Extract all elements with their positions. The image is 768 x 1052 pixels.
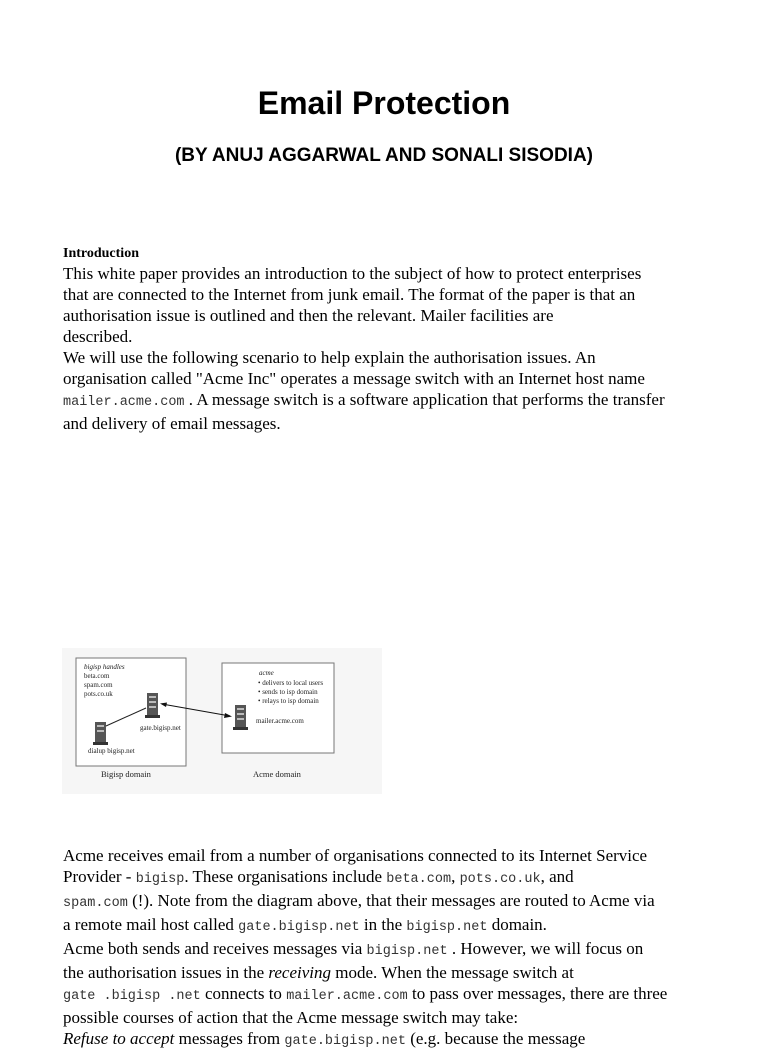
acme-item: • delivers to local users: [258, 679, 324, 687]
emphasis-text: Refuse to accept: [63, 1029, 175, 1048]
text-line: This white paper provides an introduction to the subject of how to protect enterprises: [63, 264, 642, 283]
domain-code: gate.bigisp.net: [238, 920, 360, 935]
text-segment: messages from: [174, 1029, 285, 1048]
text-line: authorisation issue is outlined and then the relevant. Mailer facilities are: [63, 306, 554, 325]
text-segment: , and: [540, 867, 574, 886]
text-line: [63, 938, 753, 962]
text-segment: . These organisations include: [184, 867, 387, 886]
text-line: Acme receives email from a number of organisations connected to its Internet Service: [63, 846, 648, 865]
text-line: possible courses of action that the Acme message switch may take:: [63, 1008, 519, 1027]
acme-item: • relays to isp domain: [258, 697, 319, 705]
text-segment: a remote mail host called: [63, 915, 239, 934]
text-line: [63, 389, 753, 413]
bigisp-heading: bigisp handles: [84, 663, 125, 671]
mailer-host-label: mailer.acme.com: [256, 717, 304, 725]
acme-heading: acme: [259, 669, 274, 677]
acme-item: • sends to isp domain: [258, 688, 318, 696]
text-line: and delivery of email messages.: [63, 414, 281, 433]
domain-code: gate.bigisp.net: [284, 1034, 406, 1049]
bigisp-item: beta.com: [84, 672, 110, 680]
acme-domain-caption: Acme domain: [253, 769, 301, 779]
text-line: that are connected to the Internet from junk email. The format of the paper is that an: [63, 285, 636, 304]
bigisp-item: pots.co.uk: [84, 690, 113, 698]
domain-code: pots.co.uk: [459, 872, 541, 887]
text-segment: the authorisation issues in the: [63, 963, 269, 982]
text-line: [63, 962, 753, 983]
page-title: Email Protection: [257, 85, 511, 121]
text-line: [63, 983, 753, 1007]
bigisp-item: spam.com: [84, 681, 113, 689]
diagram-canvas: [62, 648, 382, 794]
text-segment: to pass over messages, there are three: [407, 984, 668, 1003]
text-segment: (e.g. because the message: [405, 1029, 586, 1048]
dialup-server-icon: [93, 722, 108, 745]
text-segment: mode. When the message switch at: [331, 963, 574, 982]
text-line: [63, 866, 753, 890]
text-line: [63, 914, 753, 938]
text-line: described.: [63, 327, 133, 346]
text-segment: domain.: [487, 915, 547, 934]
emphasis-text: receiving: [268, 963, 332, 982]
domain-code: gate .bigisp .net: [63, 989, 201, 1004]
domain-code: bigisp.net: [366, 944, 448, 959]
scenario-paragraph: [63, 845, 753, 1052]
domain-code: spam.com: [63, 896, 128, 911]
text-segment: connects to: [200, 984, 287, 1003]
domain-code: beta.com: [386, 872, 452, 887]
network-diagram: [62, 648, 382, 794]
text-segment: . However, we will focus on: [447, 939, 644, 958]
text-segment: Acme both sends and receives messages via: [63, 939, 367, 958]
gate-server-icon: [145, 693, 160, 718]
text-segment: ,: [451, 867, 460, 886]
intro-paragraph: [63, 263, 753, 434]
domain-code: bigisp: [135, 872, 185, 887]
text-segment: (!). Note from the diagram above, that their messages are routed to Acme via: [127, 891, 655, 910]
text-line: [63, 1028, 753, 1052]
bigisp-domain-caption: Bigisp domain: [101, 769, 151, 779]
author-byline: (BY ANUJ AGGARWAL AND SONALI SISODIA): [174, 145, 594, 166]
text-line: We will use the following scenario to help explain the authorisation issues. An: [63, 348, 596, 367]
dialup-host-label: dialup bigisp.net: [88, 747, 135, 755]
text-line: [63, 890, 753, 914]
text-segment: in the: [359, 915, 407, 934]
domain-code: mailer.acme.com: [286, 989, 408, 1004]
text-segment: Provider -: [63, 867, 136, 886]
domain-code: bigisp.net: [406, 920, 488, 935]
text-line: organisation called "Acme Inc" operates a message switch with an Internet host name: [63, 369, 645, 388]
intro-heading: Introduction: [63, 246, 139, 261]
text-segment: . A message switch is a software application that performs the transfer: [184, 390, 665, 409]
hostname-code: mailer.acme.com: [63, 395, 185, 410]
mailer-server-icon: [233, 705, 248, 730]
gate-host-label: gate.bigisp.net: [140, 724, 181, 732]
